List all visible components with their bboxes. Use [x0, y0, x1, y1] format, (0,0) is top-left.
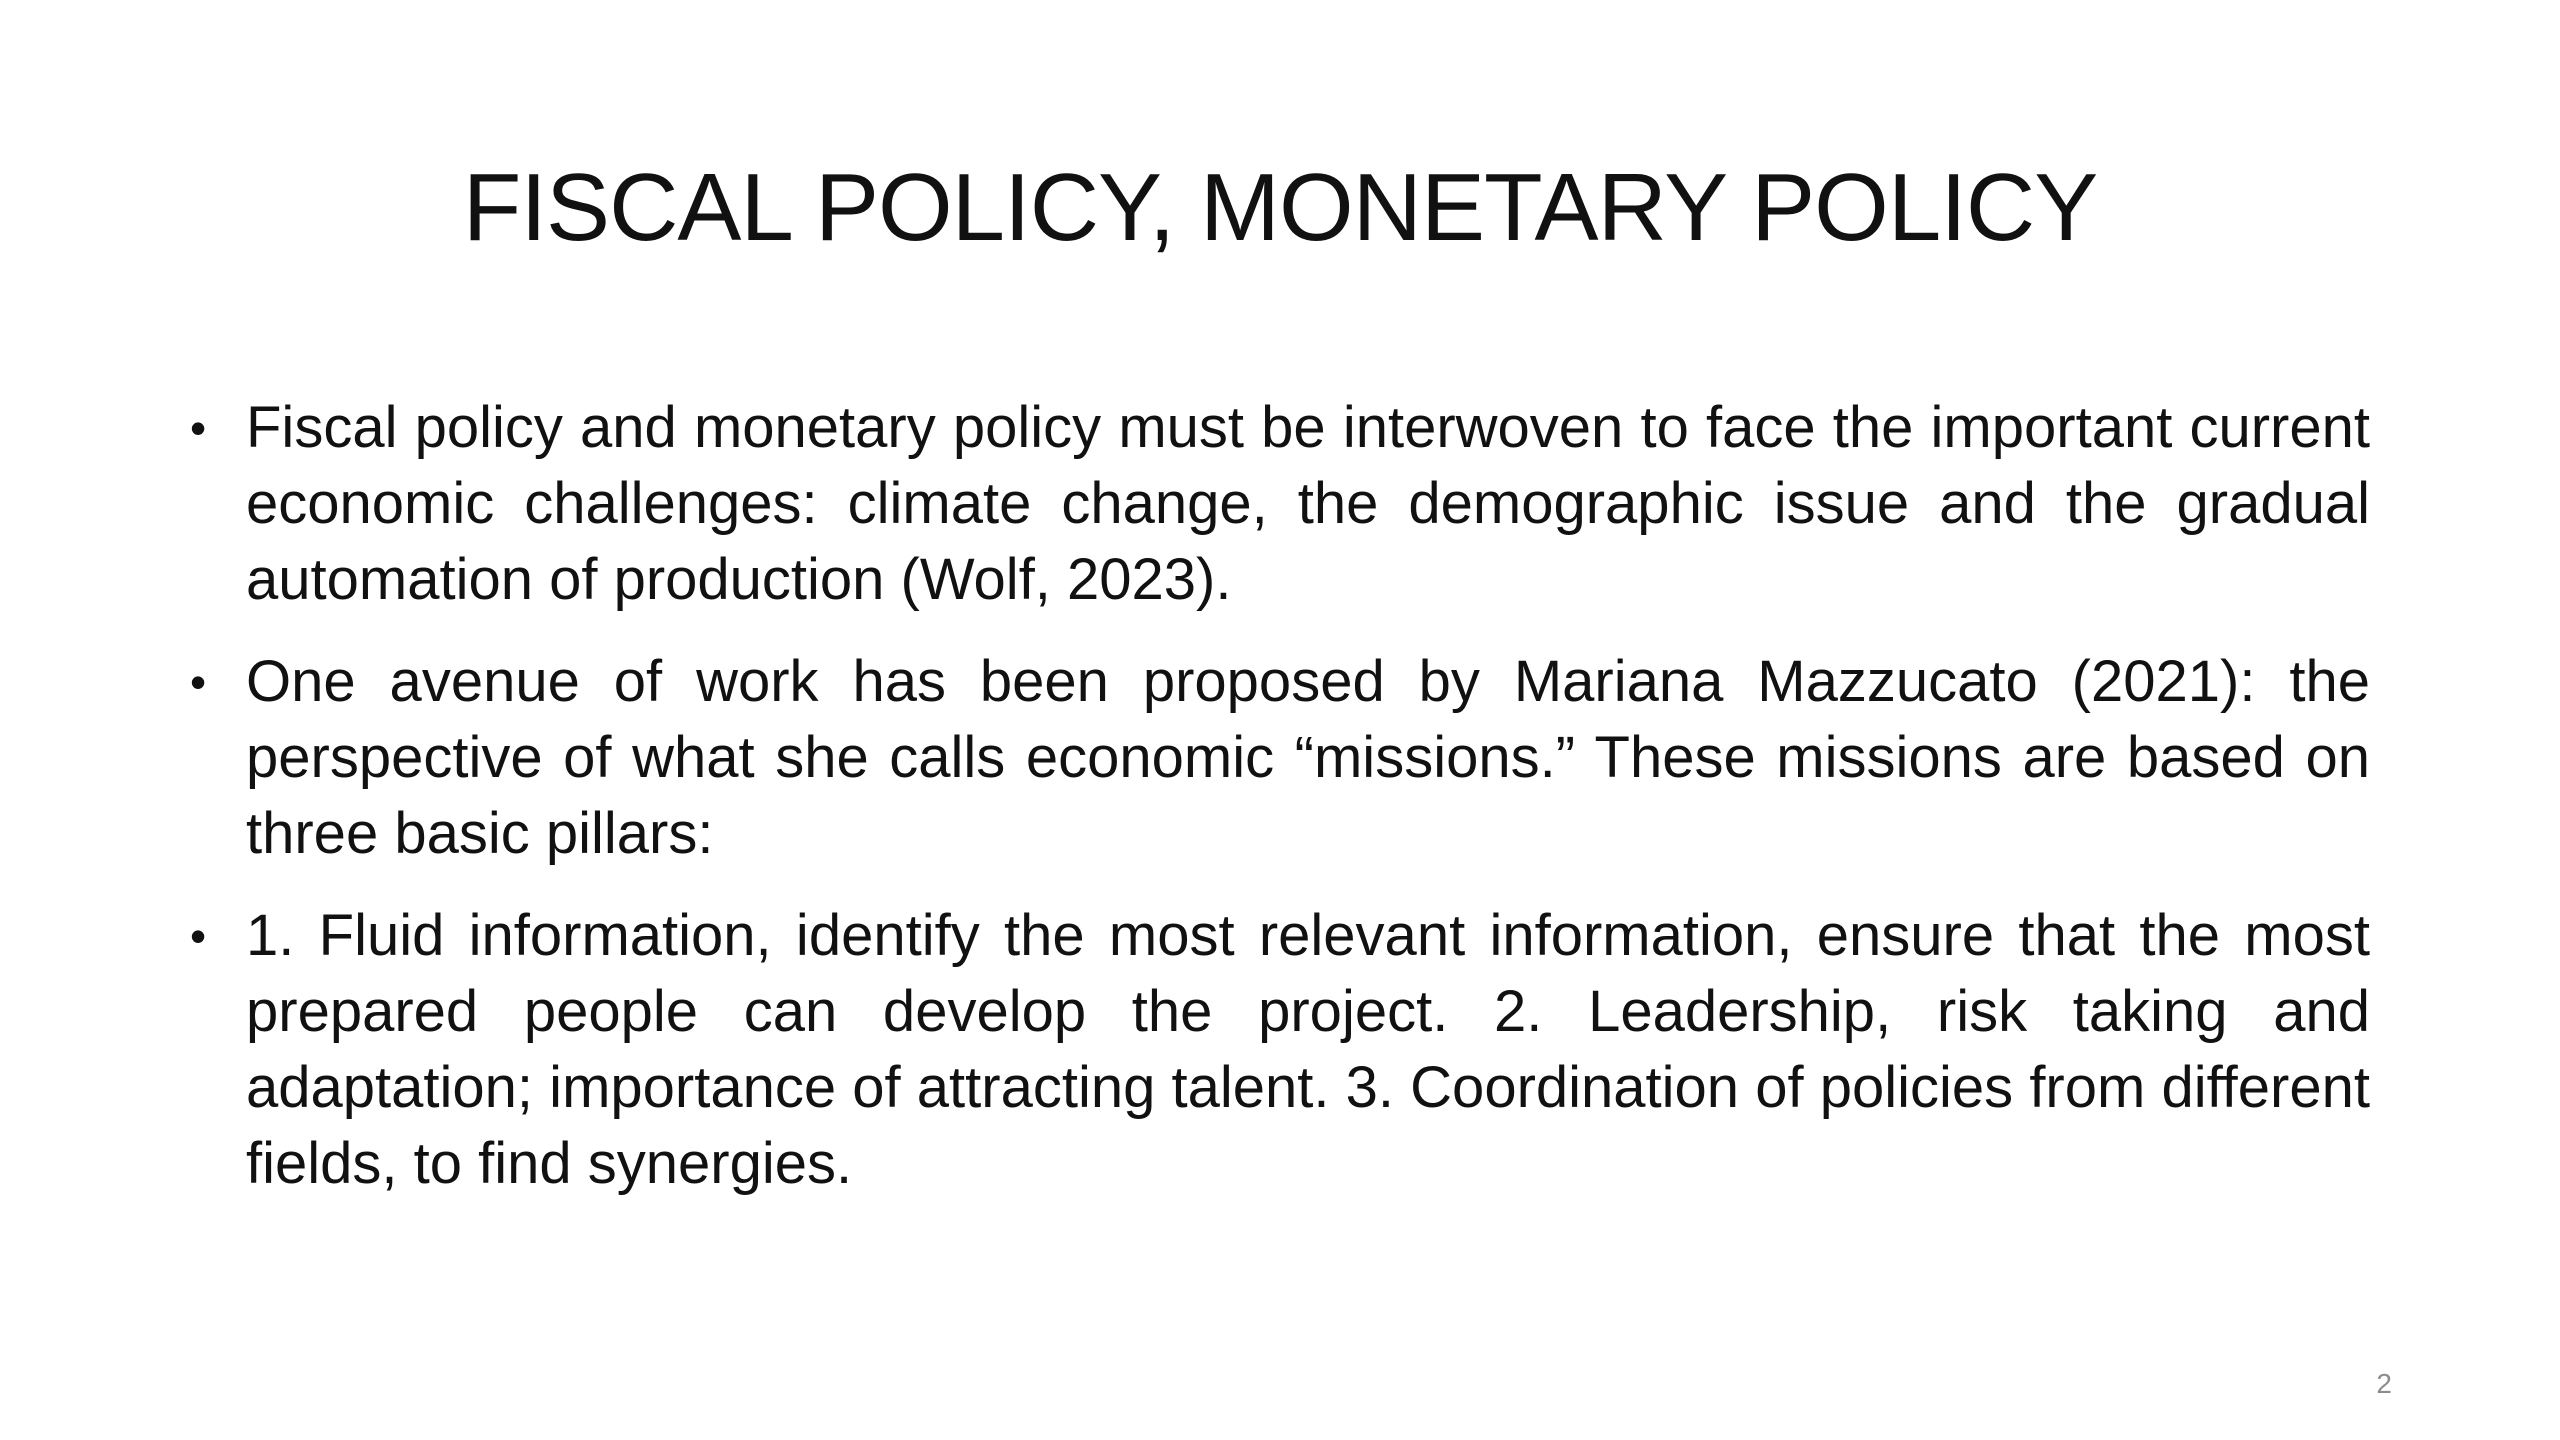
bullet-item — [190, 898, 2370, 1202]
bullet-icon: • — [190, 656, 207, 708]
slide-title: FISCAL POLICY, MONETARY POLICY — [462, 154, 2098, 261]
bullet-list — [190, 390, 2370, 1228]
bullet-text: Fiscal policy and monetary policy must be interwoven to face the important current economic challenges: climate change, the demographic issue and the gradual automation of production (Wolf, 2023). — [246, 395, 2370, 612]
bullet-icon: • — [190, 402, 207, 454]
bullet-item — [190, 390, 2370, 618]
bullet-text: One avenue of work has been proposed by Mariana Mazzucato (2021): the perspective of what she calls economic “missions.” These missions are based on three basic pillars: — [246, 649, 2370, 866]
bullet-icon: • — [190, 910, 207, 962]
bullet-item — [190, 644, 2370, 872]
page-number: 2 — [2376, 1368, 2392, 1399]
bullet-text: 1. Fluid information, identify the most relevant information, ensure that the most prepared people can develop the project. 2. Leadership, risk taking and adaptation; importance of attracting talent. 3. Coordination of policies from different fields, to find synergies. — [246, 903, 2370, 1196]
